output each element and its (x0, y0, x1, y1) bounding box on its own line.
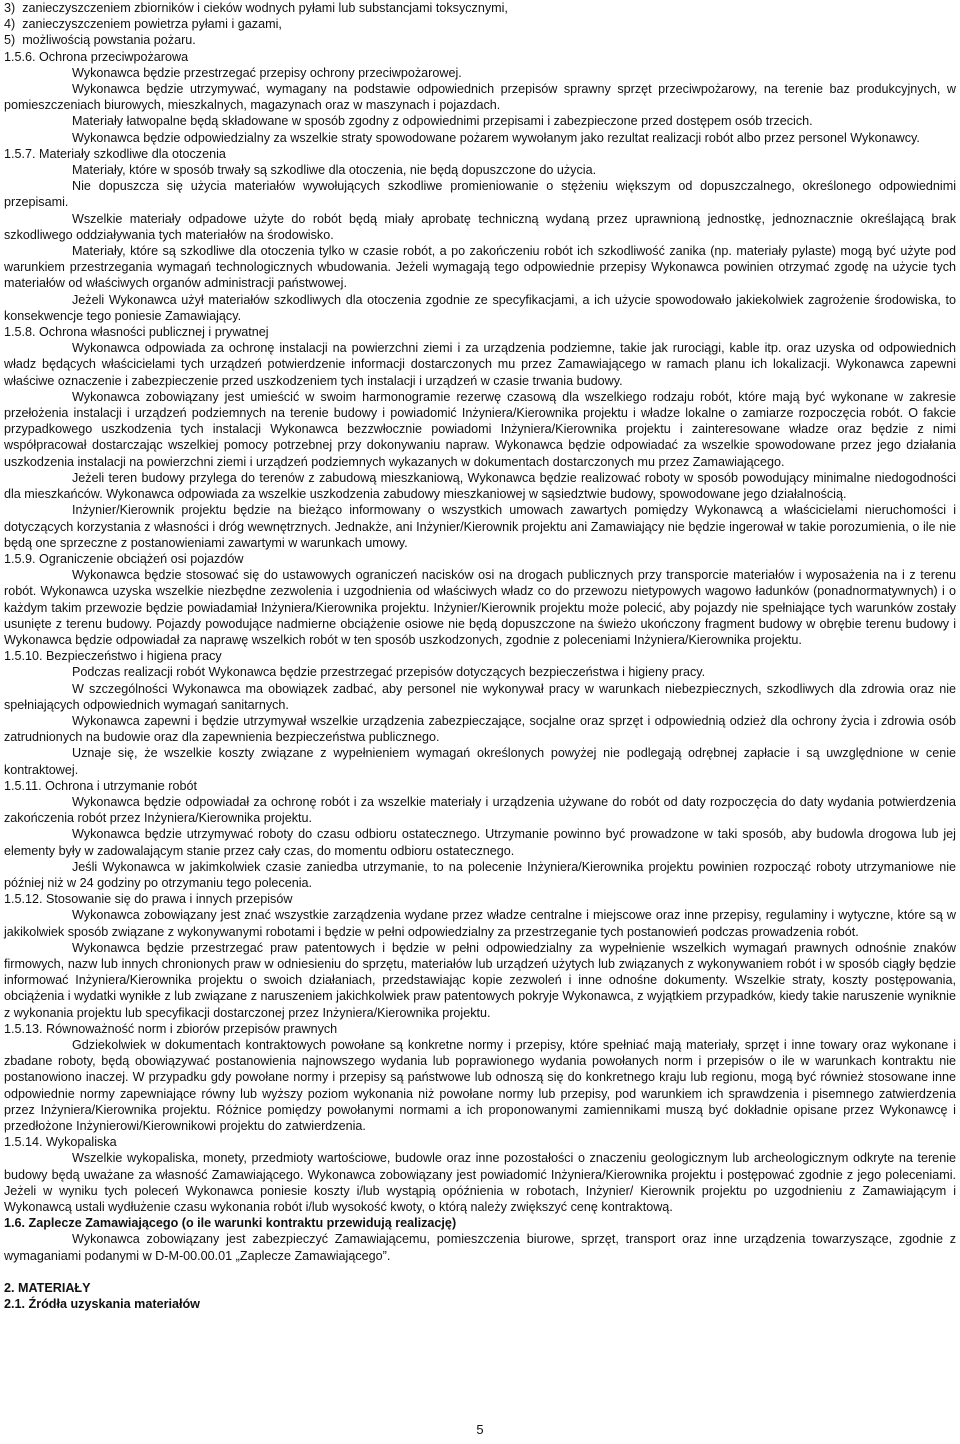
paragraph: Wykonawca będzie utrzymywać, wymagany na podstawie odpowiednich przepisów sprawny sprzęt przeciwpożarowy, na terenie baz produkcyjnych, w pomieszczeniach biurowych, mieszkalnych, magazynach oraz w maszynach i pojazdach. (4, 82, 956, 113)
heading: 5) możliwością powstania pożaru. (4, 33, 196, 48)
heading: 1.5.8. Ochrona własności publicznej i prywatnej (4, 325, 269, 340)
paragraph: Wykonawca będzie stosować się do ustawowych ograniczeń nacisków osi na drogach publicznych przy transporcie materiałów i wyposażenia na i z terenu robót. Wykonawca uzyska wszelkie niezbędne zezwolenia i uzgodnienia od właściwych władz co do przewozu nietypowych wagowo ładunków (ponadnormatywnych) i o każdym takim przewozie będzie powiadamiał Inżyniera/Kierownika projektu. Inżynier/Kierownik projektu może polecić, aby pojazdy nie spełniające tych warunków zostały usunięte z terenu budowy. Pojazdy powodujące nadmierne obciążenie osiowe nie będą dopuszczone na świeżo ukończony fragment budowy w obrębie terenu budowy i Wykonawca będzie odpowiadał za naprawę wszelkich robót w ten sposób uszkodzonych, zgodnie z poleceniami Inżyniera/Kierownika projektu. (4, 568, 956, 647)
heading: 1.5.7. Materiały szkodliwe dla otoczenia (4, 146, 226, 161)
paragraph: Wykonawca będzie utrzymywać roboty do czasu odbioru ostatecznego. Utrzymanie powinno być prowadzone w taki sposób, aby budowla drogowa lub jej elementy były w zadowalającym stanie przez cały czas, do momentu odbioru ostatecznego. (4, 827, 956, 858)
paragraph: Jeżeli Wykonawca użył materiałów szkodliwych dla otoczenia zgodnie ze specyfikacjami, a ich użycie spowodowało jakiekolwiek zagrożenie środowiska, to konsekwencje tego poniesie Zamawiający. (4, 292, 956, 323)
heading: 4) zanieczyszczeniem powietrza pyłami i gazami, (4, 17, 282, 32)
paragraph: Wykonawca będzie odpowiadał za ochronę robót i za wszelkie materiały i urządzenia używane do robót od daty rozpoczęcia do daty wydania potwierdzenia zakończenia robót przez Inżyniera/Kierownika projektu. (4, 794, 956, 826)
paragraph: Podczas realizacji robót Wykonawca będzie przestrzegać przepisów dotyczących bezpieczeństwa i higieny pracy. (72, 665, 706, 680)
paragraph: Wykonawca będzie przestrzegać praw patentowych i będzie w pełni odpowiedzialny za wypełnienie wszelkich wymagań prawnych odnośnie znaków firmowych, nazw lub innych chronionych praw w odniesieniu do sprzętu, materiałów lub urządzeń użytych lub związanych z wykonywaniem robót i w sposób ciągły będzie informować Inżyniera/Kierownika projektu o swoich działaniach, przedstawiając kopie zezwoleń i inne odnośne dokumenty. Wszelkie straty, koszty postępowania, obciążenia i wydatki wynikłe z lub związane z naruszeniem jakichkolwiek praw patentowych pokryje Wykonawca, z wyjątkiem przypadków, kiedy takie naruszenie wyniknie z wykonania projektu lub specyfikacji dostarczonej przez Inżyniera/Kierownika projektu. (4, 940, 956, 1020)
heading: 1.5.9. Ograniczenie obciążeń osi pojazdów (4, 551, 244, 566)
heading: 2. MATERIAŁY (4, 1280, 91, 1295)
paragraph: Inżynier/Kierownik projektu będzie na bieżąco informowany o wszystkich umowach zawartych pomiędzy Wykonawcą a właścicielami nieruchomości i dotyczących korzystania z własności i dróg wewnętrznych. Jednakże, ani Inżynier/Kierownik projektu ani Zamawiający nie będzie ingerował w takie porozumienia, o ile nie będą one sprzeczne z postanowieniami zawartymi w warunkach umowy. (4, 503, 956, 550)
heading: 1.6. Zaplecze Zamawiającego (o ile warunki kontraktu przewidują realizację) (4, 1216, 457, 1231)
paragraph: Wszelkie wykopaliska, monety, przedmioty wartościowe, budowle oraz inne pozostałości o znaczeniu geologicznym lub archeologicznym odkryte na terenie budowy będą uważane za własność Zamawiającego. Wykonawca zobowiązany jest powiadomić Inżyniera/Kierownika projektu i postępować zgodnie z jego poleceniami. Jeżeli w wyniku tych poleceń Wykonawca poniesie koszty i/lub wystąpią opóźnienia w robotach, Inżynier/ Kierownik projektu po uzgodnieniu z Zamawiającym i Wykonawcą ustali wydłużenie czasu wykonania robót i/lub wysokość kwoty, o którą należy zwiększyć cenę kontraktową. (4, 1151, 956, 1215)
paragraph: Wykonawca zobowiązany jest znać wszystkie zarządzenia wydane przez władze centralne i miejscowe oraz inne przepisy, regulaminy i wytyczne, które są w jakikolwiek sposób związane z wykonywanymi robotami i będzie w pełni odpowiedzialny za przestrzeganie tych postanowień podczas prowadzenia robót. (4, 908, 956, 939)
heading: 2.1. Źródła uzyskania materiałów (4, 1297, 200, 1312)
heading: 3) zanieczyszczeniem zbiorników i cieków wodnych pyłami lub substancjami toksycznymi, (4, 1, 508, 15)
heading: 1.5.11. Ochrona i utrzymanie robót (4, 778, 197, 793)
paragraph: Wykonawca będzie odpowiedzialny za wszelkie straty spowodowane pożarem wywołanym jako rezultat realizacji robót albo przez personel Wykonawcy. (72, 130, 920, 145)
page-number: 5 (476, 1422, 484, 1437)
paragraph: Gdziekolwiek w dokumentach kontraktowych powołane są konkretne normy i przepisy, które spełniać mają materiały, sprzęt i inne towary oraz wykonane i zbadane roboty, będą obowiązywać postanowienia najnowszego wydania lub poprawionego wydania powołanych norm i przepisów o ile w warunkach kontraktu nie postanowiono inaczej. W przypadku gdy powołane normy i przepisy są państwowe lub odnoszą się do konkretnego kraju lub regionu, mogą być również stosowane inne odpowiednie normy zapewniające równy lub wyższy poziom wykonania niż powołane normy lub przepisy, pod warunkiem ich sprawdzenia i pisemnego zatwierdzenia przez Inżyniera/Kierownika projektu. Różnice pomiędzy powołanymi normami a ich proponowanymi zamiennikami muszą być dokładnie opisane przez Wykonawcę i przedłożone Inżynierowi/Kierownikowi projektu do zatwierdzenia. (4, 1038, 956, 1134)
spacer (4, 1264, 956, 1280)
heading: Wykonawca będzie przestrzegać przepisy ochrony przeciwpożarowej. (72, 65, 462, 80)
paragraph: W szczególności Wykonawca ma obowiązek zadbać, aby personel nie wykonywał pracy w warunkach niebezpiecznych, szkodliwych dla zdrowia oraz nie spełniających odpowiednich wymagań sanitarnych. (4, 681, 956, 712)
heading: 1.5.6. Ochrona przeciwpożarowa (4, 49, 189, 64)
heading: 1.5.12. Stosowanie się do prawa i innych przepisów (4, 892, 293, 907)
heading: 1.5.10. Bezpieczeństwo i higiena pracy (4, 649, 222, 664)
paragraph: Wykonawca odpowiada za ochronę instalacji na powierzchni ziemi i za urządzenia podziemne, takie jak rurociągi, kable itp. oraz uzyska od odpowiednich władz będących właścicielami tych urządzeń potwierdzenie informacji dostarczonych mu przez Zamawiającego w ramach planu ich lokalizacji. Wykonawca zapewni właściwe oznaczenie i zabezpieczenie przed uszkodzeniem tych instalacji i urządzeń w czasie trwania budowy. (4, 341, 956, 388)
paragraph: Wykonawca zobowiązany jest umieścić w swoim harmonogramie rezerwę czasową dla wszelkiego rodzaju robót, które mają być wykonane w zakresie przełożenia instalacji i urządzeń podziemnych na terenie budowy i powiadomić Inżyniera/Kierownika projektu i władze lokalne o zamiarze rozpoczęcia robót. O fakcie przypadkowego uszkodzenia tych instalacji Wykonawca bezzwłocznie powiadomi Inżyniera/Kierownika projektu i zainteresowane władze oraz będzie z nimi współpracował dostarczając wszelkiej pomocy potrzebnej przy dokonywaniu napraw. Wykonawca będzie odpowiadać za wszelkie spowodowane przez jego działania uszkodzenia instalacji na powierzchni ziemi i urządzeń podziemnych wykazanych w dokumentach dostarczonych mu przez Zamawiającego. (4, 389, 956, 469)
paragraph: Materiały, które są szkodliwe dla otoczenia tylko w czasie robót, a po zakończeniu robót ich szkodliwość zanika (np. materiały pylaste) mogą być użyte pod warunkiem przestrzegania wymagań technologicznych wbudowania. Jeżeli wymagają tego odpowiednie przepisy Wykonawca powinien otrzymać zgodę na użycie tych materiałów od właściwych organów administracji państwowej. (4, 244, 956, 291)
document-body (4, 0, 956, 1312)
paragraph: Wykonawca zapewni i będzie utrzymywał wszelkie urządzenia zabezpieczające, socjalne oraz sprzęt i odpowiednią odzież dla ochrony życia i zdrowia osób zatrudnionych na budowie oraz dla zapewnienia bezpieczeństwa publicznego. (4, 713, 956, 745)
paragraph: Wykonawca zobowiązany jest zabezpieczyć Zamawiającemu, pomieszczenia biurowe, sprzęt, transport oraz inne urządzenia towarzyszące, zgodnie z wymaganiami podanymi w D-M-00.00.01 „Zaplecze Zamawiającego”. (4, 1232, 956, 1263)
paragraph: Materiały łatwopalne będą składowane w sposób zgodny z odpowiednimi przepisami i zabezpieczone przed dostępem osób trzecich. (72, 114, 813, 129)
paragraph: Materiały, które w sposób trwały są szkodliwe dla otoczenia, nie będą dopuszczone do użycia. (72, 163, 597, 178)
heading: 1.5.13. Równoważność norm i zbiorów przepisów prawnych (4, 1021, 338, 1036)
heading: 1.5.14. Wykopaliska (4, 1135, 117, 1150)
paragraph: Uznaje się, że wszelkie koszty związane z wypełnieniem wymagań określonych powyżej nie podlegają odrębnej zapłacie i są uwzględnione w cenie kontraktowej. (4, 746, 956, 777)
paragraph: Jeżeli teren budowy przylega do terenów z zabudową mieszkaniową, Wykonawca będzie realizować roboty w sposób powodujący minimalne niedogodności dla mieszkańców. Wykonawca odpowiada za wszelkie uszkodzenia zabudowy mieszkaniowej w sąsiedztwie budowy, spowodowane jego działalnością. (4, 470, 956, 502)
paragraph: Nie dopuszcza się użycia materiałów wywołujących szkodliwe promieniowanie o stężeniu większym od dopuszczalnego, określonego odpowiednimi przepisami. (4, 179, 956, 210)
paragraph: Jeśli Wykonawca w jakimkolwiek czasie zaniedba utrzymanie, to na polecenie Inżyniera/Kierownika projektu powinien rozpocząć roboty utrzymaniowe nie później niż w 24 godziny po otrzymaniu tego polecenia. (4, 859, 956, 890)
paragraph: Wszelkie materiały odpadowe użyte do robót będą miały aprobatę techniczną wydaną przez uprawnioną jednostkę, jednoznacznie określającą brak szkodliwego oddziaływania tych materiałów na środowisko. (4, 211, 956, 242)
